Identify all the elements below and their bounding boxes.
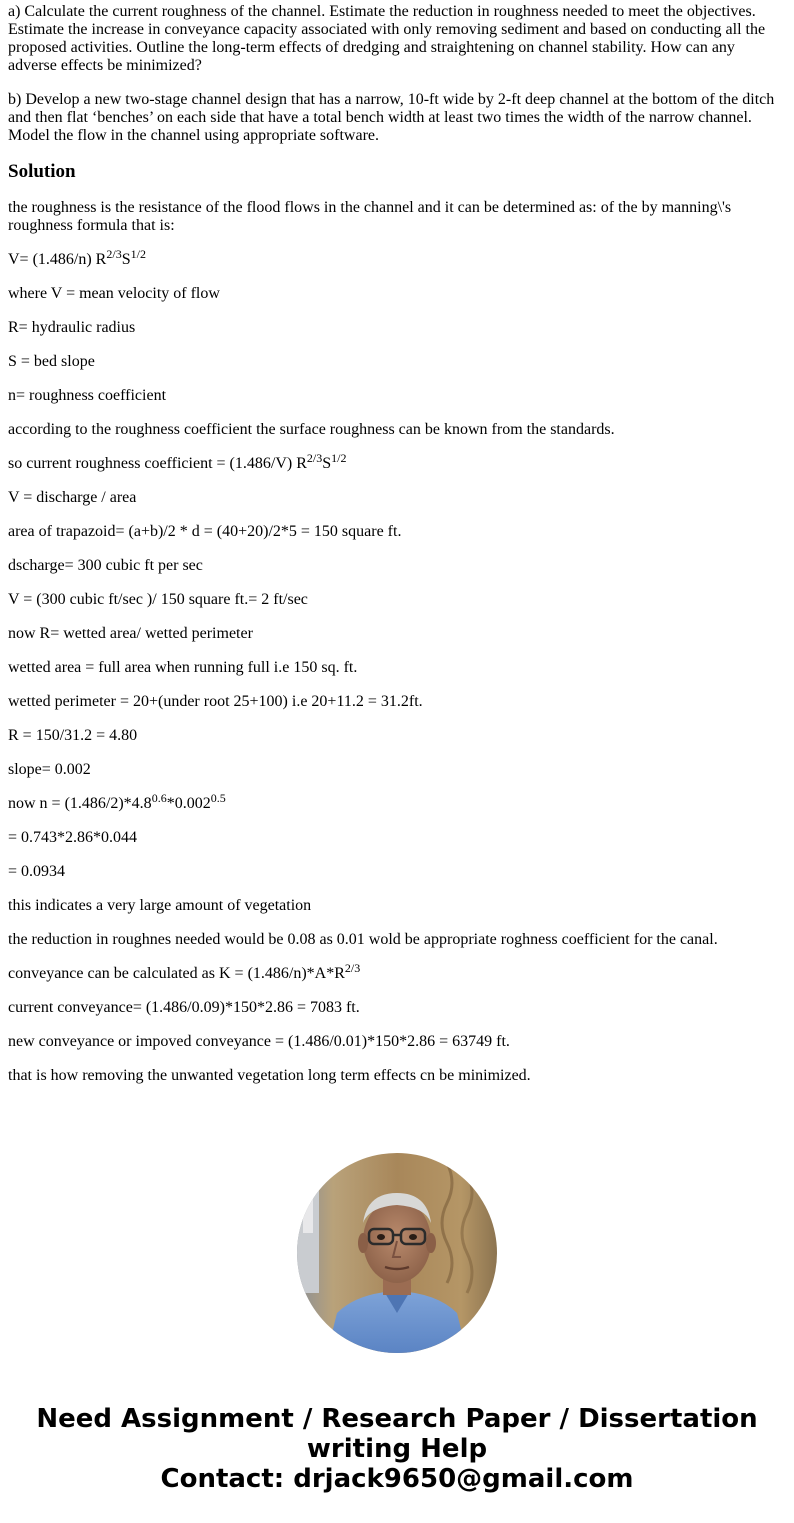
conveyance-exponent: 2/3 <box>344 961 361 975</box>
area-calculation: area of trapazoid= (a+b)/2 * d = (40+20)/2*5 = 150 square ft. <box>8 523 402 540</box>
manning-exponent-s: 1/2 <box>130 247 146 261</box>
radius-definition: now R= wetted area/ wetted perimeter <box>8 625 253 642</box>
manning-formula-base: V= (1.486/n) R <box>8 251 107 268</box>
solution-heading: Solution <box>8 161 76 182</box>
solution-body <box>8 199 786 1085</box>
n-calculation-exponent-1: 0.6 <box>151 791 167 805</box>
n-step-2: = 0.0934 <box>8 863 66 880</box>
closing-note: that is how removing the unwanted vegetation long term effects cn be minimized. <box>8 1067 531 1084</box>
footer-banner <box>0 1404 794 1494</box>
slope-value: slope= 0.002 <box>8 761 91 778</box>
n-calculation-base: now n = (1.486/2)*4.8 <box>8 795 152 812</box>
n-step-1: = 0.743*2.86*0.044 <box>8 829 138 846</box>
n-calculation-mid: *0.002 <box>166 795 211 812</box>
manning-exponent-r: 2/3 <box>106 247 122 261</box>
reduction-note: the reduction in roughnes needed would be 0.08 as 0.01 wold be appropriate roghness coefficient for the canal. <box>8 931 718 948</box>
current-coefficient-s: S <box>322 455 332 472</box>
velocity-calculation: V = (300 cubic ft/sec )/ 150 square ft.= 2 ft/sec <box>8 591 308 608</box>
current-coefficient-exponent-s: 1/2 <box>331 451 347 465</box>
current-coefficient-exponent-r: 2/3 <box>306 451 323 465</box>
discharge-value: dscharge= 300 cubic ft per sec <box>8 557 203 574</box>
question-part-a: a) Calculate the current roughness of the channel. Estimate the reduction in roughness needed to meet the objectives. Estimate the increase in conveyance capacity associated with only removing sediment and based on conducting all the proposed activities. Outline the long-term effects of dredging and straightening on channel stability. How can any adverse effects be minimized? <box>8 3 766 74</box>
footer-contact: Contact: drjack9650@gmail.com <box>160 1464 634 1494</box>
new-conveyance: new conveyance or impoved conveyance = (1.486/0.01)*150*2.86 = 63749 ft. <box>8 1033 510 1050</box>
vegetation-note: this indicates a very large amount of vegetation <box>8 897 312 914</box>
wetted-perimeter: wetted perimeter = 20+(under root 25+100) i.e 20+11.2 = 31.2ft. <box>8 693 423 710</box>
n-calculation <box>8 791 786 813</box>
current-coefficient-base: so current roughness coefficient = (1.486/V) R <box>8 455 307 472</box>
manning-formula-s: S <box>121 251 131 268</box>
document-body <box>8 3 786 1101</box>
current-coefficient-formula <box>8 451 786 473</box>
footer-line-1: Need Assignment / Research Paper / Dissertation <box>36 1404 758 1434</box>
author-photo <box>297 1153 497 1353</box>
conveyance-formula-base: conveyance can be calculated as K = (1.486/n)*A*R <box>8 965 345 982</box>
radius-calculation: R = 150/31.2 = 4.80 <box>8 727 138 744</box>
standards-note: according to the roughness coefficient the surface roughness can be known from the standards. <box>8 421 615 438</box>
n-calculation-exponent-2: 0.5 <box>210 791 226 805</box>
velocity-definition: V = discharge / area <box>8 489 137 506</box>
current-conveyance: current conveyance= (1.486/0.09)*150*2.86 = 7083 ft. <box>8 999 360 1016</box>
question-part-b: b) Develop a new two-stage channel design that has a narrow, 10-ft wide by 2-ft deep channel at the bottom of the ditch and then flat ‘benches’ on each side that have a total bench width at least two times the width of the narrow channel. Model the flow in the channel using appropriate software. <box>8 91 775 144</box>
wetted-area: wetted area = full area when running full i.e 150 sq. ft. <box>8 659 358 676</box>
conveyance-formula <box>8 961 786 983</box>
manning-formula <box>8 247 786 269</box>
definition-n: n= roughness coefficient <box>8 387 167 404</box>
author-portrait-image <box>297 1153 497 1353</box>
definition-r: R= hydraulic radius <box>8 319 136 336</box>
definition-v: where V = mean velocity of flow <box>8 285 220 302</box>
solution-intro: the roughness is the resistance of the flood flows in the channel and it can be determined as: of the by manning\'s roughness formula that is: <box>8 199 732 234</box>
footer-line-2: writing Help <box>306 1434 488 1464</box>
definition-s: S = bed slope <box>8 353 95 370</box>
